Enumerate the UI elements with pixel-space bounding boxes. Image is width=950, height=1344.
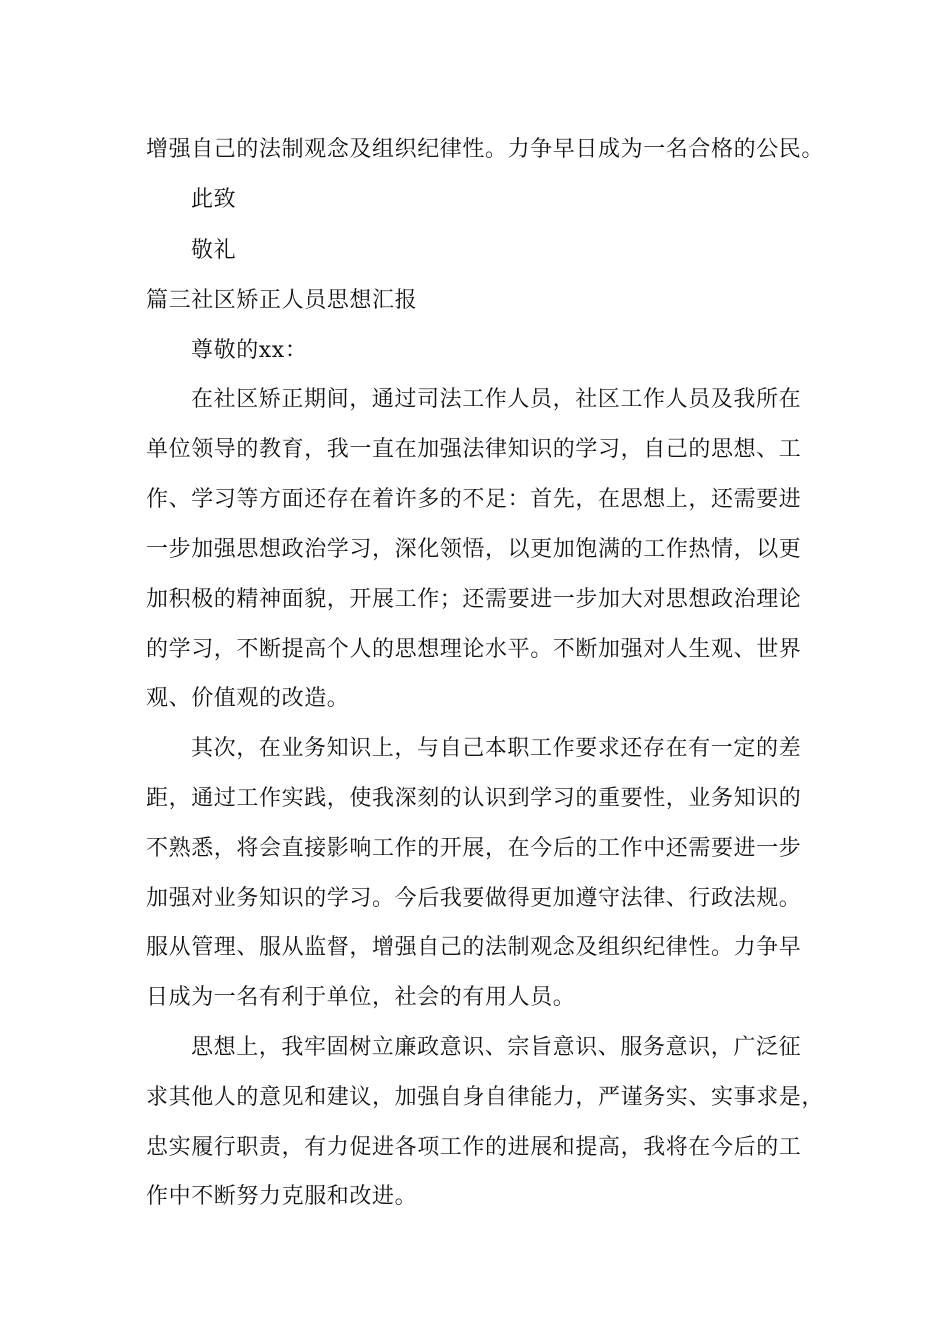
text-line: 日成为一名有利于单位，社会的有用人员。: [146, 985, 576, 1010]
text-line: 一步加强思想政治学习，深化领悟，以更加饱满的工作热情，以更: [146, 537, 802, 562]
text-line: 在社区矫正期间，通过司法工作人员，社区工作人员及我所在: [191, 387, 802, 412]
closing-salutation: 此致: [191, 187, 237, 212]
text-line: 单位领导的教育，我一直在加强法律知识的学习，自己的思想、工: [146, 437, 802, 462]
text-line: 加强对业务知识的学习。今后我要做得更加遵守法律、行政法规。: [146, 886, 802, 911]
text-line: 忠实履行职责，有力促进各项工作的进展和提高，我将在今后的工: [146, 1135, 802, 1160]
text-line: 思想上，我牢固树立廉政意识、宗旨意识、服务意识，广泛征: [191, 1035, 802, 1060]
text-line: 作中不断努力克服和改进。: [146, 1184, 418, 1209]
text-line: 求其他人的意见和建议，加强自身自律能力，严谨务实、实事求是，: [146, 1085, 825, 1110]
greeting: 尊敬的xx：: [191, 338, 308, 363]
text-line: 观、价值观的改造。: [146, 686, 350, 711]
text-line: 不熟悉，将会直接影响工作的开展，在今后的工作中还需要进一步: [146, 836, 802, 861]
text-line: 服从管理、服从监督，增强自己的法制观念及组织纪律性。力争早: [146, 935, 802, 960]
text-line: 距，通过工作实践，使我深刻的认识到学习的重要性，业务知识的: [146, 786, 802, 811]
closing-salutation: 敬礼: [191, 238, 237, 263]
text-line: 的学习，不断提高个人的思想理论水平。不断加强对人生观、世界: [146, 637, 802, 662]
text-line: 作、学习等方面还存在着许多的不足：首先，在思想上，还需要进: [146, 487, 802, 512]
text-line: 其次，在业务知识上，与自己本职工作要求还存在有一定的差: [191, 736, 802, 761]
section-heading: 篇三社区矫正人员思想汇报: [146, 288, 418, 313]
text-line: 增强自己的法制观念及组织纪律性。力争早日成为一名合格的公民。: [146, 137, 825, 162]
text-line: 加积极的精神面貌，开展工作；还需要进一步加大对思想政治理论: [146, 587, 802, 612]
